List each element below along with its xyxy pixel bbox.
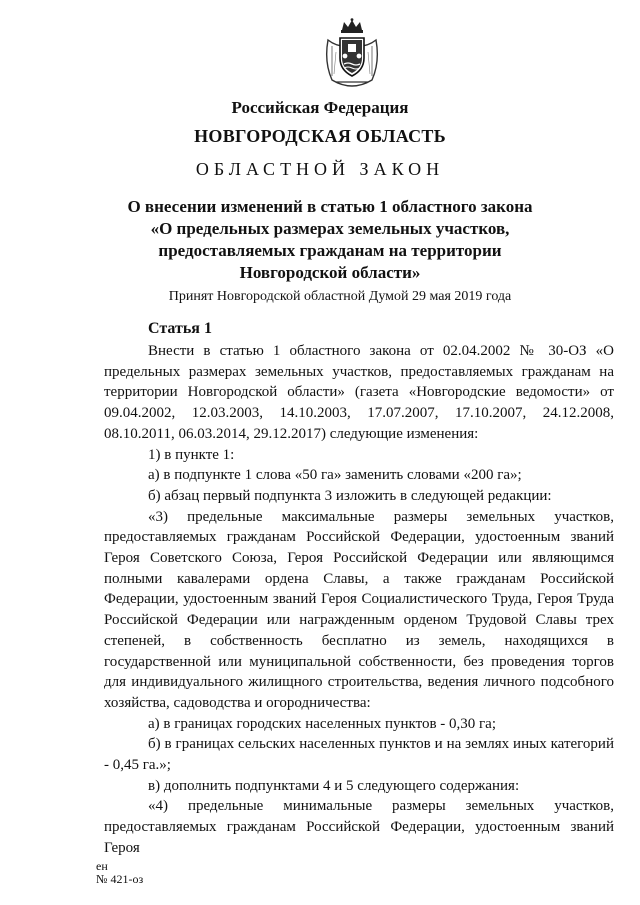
article-paragraph: а) в подпункте 1 слова «50 га» заменить словами «200 га»; bbox=[148, 467, 522, 484]
article-paragraph: «3) предельные максимальные размеры земельных участков, предоставляемых гражданам Российской Федерации, удостоенным званий Героя Советского Союза, Героя Российской Федерации или являющимся полными кавалерами ордена Славы, а также гражданам Российской Федерации, удостоенным званий Героя Социалистического Труда, Героя Труда Российской Федерации или награжденным орденом Трудовой Славы трех степеней, в собственность бесплатно из земель, находящихся в государственной или муниципальной собственности, без проведения торгов для индивидуального жилищного строительства, ведения личного подсобного хозяйства, садоводства и огородничества: bbox=[104, 508, 614, 711]
article-heading: Статья 1 bbox=[148, 320, 212, 337]
article-paragraph: б) в границах сельских населенных пунктов и на землях иных категорий - 0,45 га.»; bbox=[104, 736, 614, 774]
law-title-line: предоставляемых гражданам на территории bbox=[158, 241, 502, 260]
document-footer bbox=[96, 860, 143, 886]
footer-initials: ен bbox=[96, 859, 108, 873]
adoption-note: Принят Новгородской областной Думой 29 мая 2019 года bbox=[168, 289, 512, 304]
law-type-title: ОБЛАСТНОЙ ЗАКОН bbox=[195, 159, 445, 179]
law-title-line: Новгородской области» bbox=[239, 263, 421, 282]
article-paragraph: в) дополнить подпунктами 4 и 5 следующего содержания: bbox=[148, 777, 520, 794]
article-paragraph: 1) в пункте 1: bbox=[148, 446, 235, 463]
article-paragraph: Внести в статью 1 областного закона от 02.04.2002 № 30-ОЗ «О предельных размерах земельных участков, предоставляемых гражданам на территории Новгородской области» (газета «Новгородские ведомости» от 09.04.2002, 12.03.2003, 14.10.2003, 17.07.2007, 17.10.2007, 24.12.2008, 08.10.2011, 06.03.2014, 29.12.2017) следующие изменения: bbox=[104, 343, 614, 442]
article-paragraph: «4) предельные минимальные размеры земельных участков, предоставляемых гражданам Российской Федерации, удостоенным званий Героя bbox=[104, 798, 614, 856]
law-title-line: «О предельных размерах земельных участков, bbox=[150, 219, 510, 238]
article-body bbox=[104, 341, 614, 859]
federation-title: Российская Федерация bbox=[231, 98, 409, 117]
article-paragraph: а) в границах городских населенных пунктов - 0,30 га; bbox=[148, 715, 497, 732]
law-title-line: О внесении изменений в статью 1 областного закона bbox=[127, 197, 533, 216]
region-title: НОВГОРОДСКАЯ ОБЛАСТЬ bbox=[194, 126, 446, 146]
novgorod-coat-of-arms-icon bbox=[322, 18, 382, 92]
article-paragraph: б) абзац первый подпункта 3 изложить в следующей редакции: bbox=[148, 487, 552, 504]
law-title bbox=[80, 196, 580, 284]
footer-number: № 421-оз bbox=[96, 872, 144, 886]
